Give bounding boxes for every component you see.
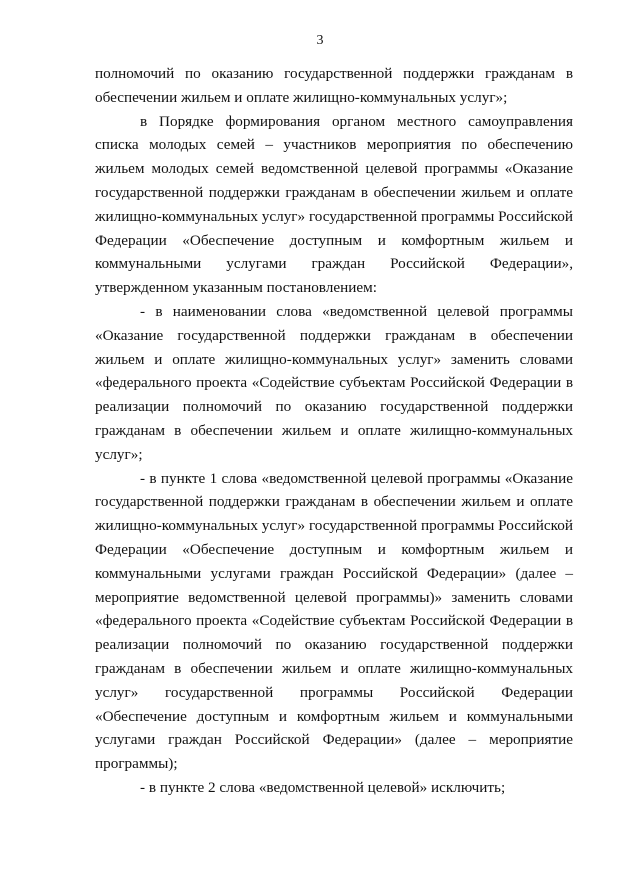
paragraph-item-2-amendment: - в пункте 2 слова «ведомственной целевой» исключить;	[140, 778, 506, 796]
page-number: 3	[316, 33, 324, 48]
paragraph-item-1-amendment: - в пункте 1 слова «ведомственной целевой программы «Оказание государственной поддержки гражданам в обеспечении жильем и оплате жилищно-коммунальных услуг» государственной программы Российской Федерации «Обеспечение доступным и комфортным жильем и коммунальными услугами граждан Российской Федерации» (далее – мероприятие ведомственной целевой программы)» заменить словами «федерального проекта «Содействие субъектам Российской Федерации в реализации полномочий по оказанию государственной поддержки гражданам в обеспечении жильем и оплате жилищно-коммунальных услуг» государственной программы Российской Федерации «Обеспечение доступным и комфортным жильем и коммунальными услугами граждан Российской Федерации» (далее – мероприятие программы);	[95, 469, 573, 773]
paragraph-continuation: полномочий по оказанию государственной поддержки гражданам в обеспечении жильем и оплате жилищно-коммунальных услуг»;	[95, 65, 573, 106]
document-body	[95, 62, 573, 800]
paragraph-title-amendment: - в наименовании слова «ведомственной целевой программы «Оказание государственной поддержки гражданам в обеспечении жильем и оплате жилищно-коммунальных услуг» заменить словами «федерального проекта «Содействие субъектам Российской Федерации в реализации полномочий по оказанию государственной поддержки гражданам в обеспечении жильем и оплате жилищно-коммунальных услуг»;	[95, 302, 573, 463]
paragraph-order-intro: в Порядке формирования органом местного самоуправления списка молодых семей – участников мероприятия по обеспечению жильем молодых семей ведомственной целевой программы «Оказание государственной поддержки гражданам в обеспечении жильем и оплате жилищно-коммунальных услуг» государственной программы Российской Федерации «Обеспечение доступным и комфортным жильем и коммунальными услугами граждан Российской Федерации», утвержденном указанным постановлением:	[95, 112, 573, 297]
